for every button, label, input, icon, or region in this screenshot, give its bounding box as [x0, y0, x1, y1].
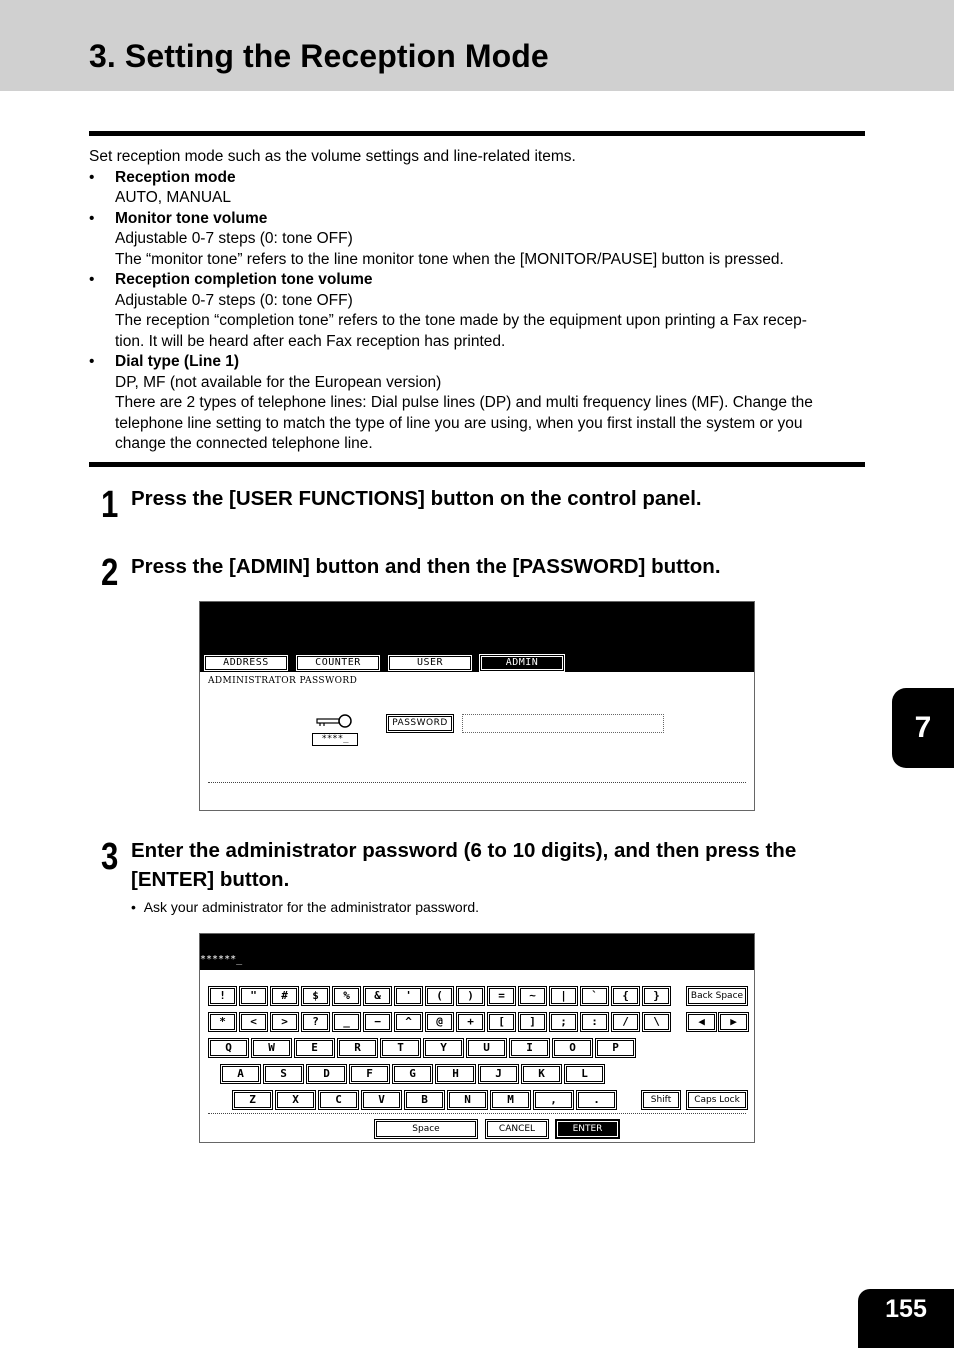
key[interactable]: %	[332, 986, 361, 1006]
tab-user[interactable]: USER	[387, 654, 473, 672]
item-title: Reception mode	[115, 168, 236, 186]
step-text: Enter the administrator password (6 to 10 digits), and then press the [ENTER] button.	[131, 839, 797, 891]
key[interactable]: O	[552, 1038, 593, 1058]
password-stars: ****_	[312, 733, 358, 746]
key[interactable]: /	[611, 1012, 640, 1032]
key[interactable]: +	[456, 1012, 485, 1032]
enter-button[interactable]: ENTER	[555, 1119, 620, 1139]
list-item: • Dial type (Line 1) DP, MF (not available for the European version) There are 2 types of telephone lines: Dial pulse lines (DP) and multi frequency lines (MF). Change the telephone line setting to match the type of line you are using, when you first install the system or you change the connected telephone line.	[89, 352, 865, 455]
right-arrow-key[interactable]: ▶	[718, 1012, 749, 1032]
key[interactable]: H	[435, 1064, 476, 1084]
list-item: • Reception completion tone volume Adjustable 0-7 steps (0: tone OFF) The reception “completion tone” refers to the tone made by the equipment upon printing a Fax recep- tion. It will be heard after each Fax reception has printed.	[89, 270, 865, 352]
item-text: There are 2 types of telephone lines: Dial pulse lines (DP) and multi frequency lines (MF). Change the	[115, 394, 813, 411]
left-arrow-key[interactable]: ◀	[686, 1012, 717, 1032]
key[interactable]: \	[642, 1012, 671, 1032]
key[interactable]: ]	[518, 1012, 547, 1032]
key-icon	[314, 712, 354, 730]
tab-counter[interactable]: COUNTER	[295, 654, 381, 672]
chapter-tab: 7	[892, 688, 954, 768]
key[interactable]: I	[509, 1038, 550, 1058]
item-text: Adjustable 0-7 steps (0: tone OFF)	[115, 291, 353, 309]
back-space-key[interactable]: Back Space	[686, 986, 748, 1006]
admin-password-screen	[199, 601, 755, 811]
key[interactable]: ?	[301, 1012, 330, 1032]
item-text: AUTO, MANUAL	[115, 189, 231, 206]
step-text: Press the [ADMIN] button and then the [PASSWORD] button.	[131, 555, 721, 578]
keyboard-screen	[199, 933, 755, 1143]
shift-key[interactable]: Shift	[641, 1090, 681, 1110]
list-item: • Monitor tone volume Adjustable 0-7 steps (0: tone OFF) The “monitor tone” refers to the line monitor tone when the [MONITOR/PAUSE] button is pressed.	[89, 209, 865, 271]
page-header	[0, 0, 954, 91]
key[interactable]: X	[275, 1090, 316, 1110]
key[interactable]: Y	[423, 1038, 464, 1058]
key[interactable]: |	[549, 986, 578, 1006]
key[interactable]: *	[208, 1012, 237, 1032]
key[interactable]: T	[380, 1038, 421, 1058]
item-title: Dial type (Line 1)	[115, 353, 240, 370]
key[interactable]: F	[349, 1064, 390, 1084]
space-key[interactable]: Space	[374, 1119, 478, 1139]
intro-lead: Set reception mode such as the volume settings and line-related items.	[89, 148, 576, 165]
key[interactable]: :	[580, 1012, 609, 1032]
key[interactable]: U	[466, 1038, 507, 1058]
password-field[interactable]	[462, 714, 664, 733]
item-text: The “monitor tone” refers to the line monitor tone when the [MONITOR/PAUSE] button is pressed.	[115, 250, 784, 268]
intro-section	[89, 147, 865, 455]
item-text: change the connected telephone line.	[115, 435, 373, 452]
tab-address[interactable]: ADDRESS	[203, 654, 289, 672]
list-item: • Reception mode AUTO, MANUAL	[89, 168, 865, 209]
key[interactable]: ;	[549, 1012, 578, 1032]
key[interactable]: L	[564, 1064, 605, 1084]
key[interactable]: [	[487, 1012, 516, 1032]
screen-label: ADMINISTRATOR PASSWORD	[208, 676, 358, 686]
page-number: 155	[858, 1289, 954, 1348]
key[interactable]: '	[394, 986, 423, 1006]
divider	[208, 1113, 746, 1114]
key[interactable]: {	[611, 986, 640, 1006]
bottom-rule	[89, 462, 865, 467]
key[interactable]: #	[270, 986, 299, 1006]
key[interactable]: )	[456, 986, 485, 1006]
item-text: DP, MF (not available for the European version)	[115, 373, 442, 391]
key[interactable]: D	[306, 1064, 347, 1084]
key[interactable]: &	[363, 986, 392, 1006]
key[interactable]: M	[490, 1090, 531, 1110]
key[interactable]: _	[332, 1012, 361, 1032]
key[interactable]: S	[263, 1064, 304, 1084]
key[interactable]: E	[294, 1038, 335, 1058]
password-entry: ******_	[200, 954, 243, 965]
key[interactable]: (	[425, 986, 454, 1006]
key[interactable]: K	[521, 1064, 562, 1084]
key[interactable]: G	[392, 1064, 433, 1084]
key[interactable]: "	[239, 986, 268, 1006]
key[interactable]: V	[361, 1090, 402, 1110]
step-number: 1	[101, 484, 119, 526]
key[interactable]: J	[478, 1064, 519, 1084]
key[interactable]: Q	[208, 1038, 249, 1058]
step-text: Press the [USER FUNCTIONS] button on the control panel.	[131, 487, 702, 510]
key[interactable]: C	[318, 1090, 359, 1110]
item-title: Reception completion tone volume	[115, 271, 373, 288]
key[interactable]: !	[208, 986, 237, 1006]
key[interactable]: R	[337, 1038, 378, 1058]
key[interactable]: @	[425, 1012, 454, 1032]
note-text: Ask your administrator for the administrator password.	[143, 899, 480, 915]
key[interactable]: N	[447, 1090, 488, 1110]
step-number: 3	[101, 836, 119, 878]
entry-bar	[200, 934, 754, 970]
page-title: 3. Setting the Reception Mode	[89, 38, 549, 74]
key[interactable]: >	[270, 1012, 299, 1032]
key[interactable]: ,	[533, 1090, 574, 1110]
key[interactable]: P	[595, 1038, 636, 1058]
key[interactable]: −	[363, 1012, 392, 1032]
key[interactable]: .	[576, 1090, 617, 1110]
divider	[208, 782, 746, 783]
key[interactable]: `	[580, 986, 609, 1006]
item-text: The reception “completion tone” refers to the tone made by the equipment upon printing a Fax recep-	[115, 312, 807, 329]
key[interactable]: A	[220, 1064, 261, 1084]
key[interactable]: $	[301, 986, 330, 1006]
key[interactable]: W	[251, 1038, 292, 1058]
step-3-note: • Ask your administrator for the administrator password.	[131, 899, 480, 915]
step-number: 2	[101, 552, 119, 594]
settings-list	[89, 168, 865, 455]
key[interactable]: <	[239, 1012, 268, 1032]
item-text: tion. It will be heard after each Fax reception has printed.	[115, 332, 506, 350]
caps-lock-key[interactable]: Caps Lock	[686, 1090, 748, 1110]
key[interactable]: }	[642, 986, 671, 1006]
top-rule	[89, 131, 865, 136]
item-text: Adjustable 0-7 steps (0: tone OFF)	[115, 230, 353, 247]
cancel-button[interactable]: CANCEL	[485, 1119, 549, 1139]
password-button[interactable]: PASSWORD	[386, 714, 454, 733]
key[interactable]: =	[487, 986, 516, 1006]
key[interactable]: ^	[394, 1012, 423, 1032]
key[interactable]: Z	[232, 1090, 273, 1110]
item-title: Monitor tone volume	[115, 209, 268, 227]
key[interactable]: ~	[518, 986, 547, 1006]
key[interactable]: B	[404, 1090, 445, 1110]
tab-admin[interactable]: ADMIN	[479, 654, 565, 672]
item-text: telephone line setting to match the type of line you are using, when you first install the system or you	[115, 414, 803, 432]
